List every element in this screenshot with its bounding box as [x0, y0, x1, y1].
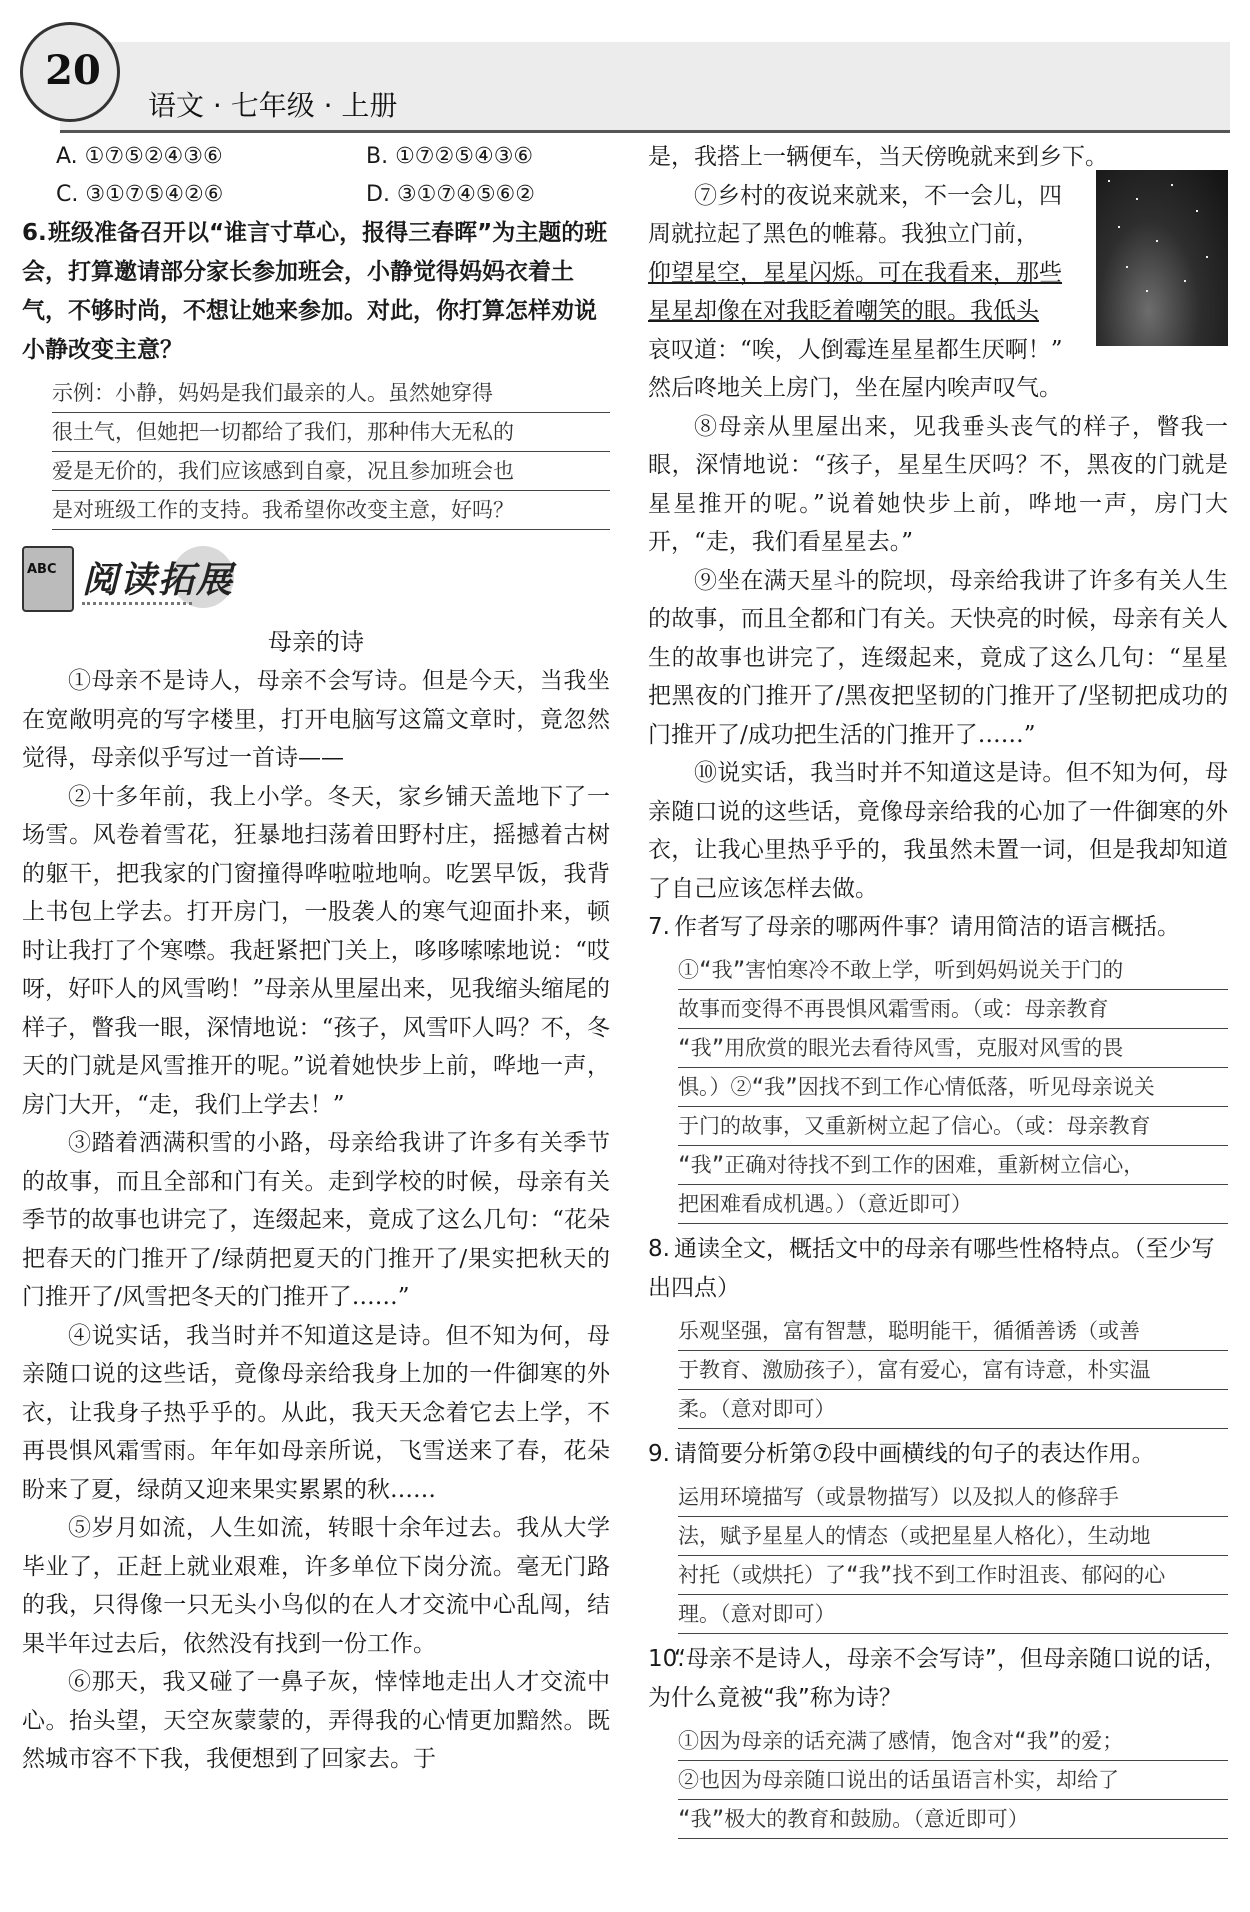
- paragraph-3: ③踏着洒满积雪的小路，母亲给我讲了许多有关季节的故事，而且全部和门有关。走到学校的时候，母亲有关季节的故事也讲完了，连缀起来，竟成了这么几句：“花朵把春天的门推开了/绿荫把夏天的门推开了/果实把秋天的门推开了/风雪把冬天的门推开了……”: [22, 1130, 610, 1310]
- reading-section-header: [22, 538, 610, 622]
- question-6: 6.班级准备召开以“谁言寸草心，报得三春晖”为主题的班会，打算邀请部分家长参加班会，小静觉得妈妈衣着土气，不够时尚，不想让她来参加。对此，你打算怎样劝说小静改变主意？: [22, 220, 608, 363]
- question-9: 9. 请简要分析第⑦段中画横线的句子的表达作用。: [648, 1441, 1155, 1467]
- left-column: [22, 138, 610, 1779]
- paragraph-1: ①母亲不是诗人，母亲不会写诗。但是今天，当我坐在宽敞明亮的写字楼里，打开电脑写这篇文章时，竟忽然觉得，母亲似乎写过一首诗——: [22, 668, 610, 771]
- section-title: 阅读拓展: [82, 560, 235, 601]
- paragraph-6-end: 是，我搭上一辆便车，当天傍晚就来到乡下。: [648, 144, 1108, 170]
- answer-7: ①“我”害怕寒冷不敢上学，听到妈妈说关于门的 故事而变得不再畏惧风霜雪雨。（或：母亲教育 “我”用欣赏的眼光去看待风雪，克服对风雪的畏 惧。）②“我”因找不到工作心情低落，听见母亲说关 于门的故事，又重新树立起了信心。（或：母亲教育 “我”正确对待找不到工作的困难，重新树立信心， 把困难看成机遇。）（意近即可）: [678, 951, 1228, 1224]
- passage-title: 母亲的诗: [268, 628, 364, 656]
- paragraph-2: ②十多年前，我上小学。冬天，家乡铺天盖地下了一场雪。风卷着雪花，狂暴地扫荡着田野村庄，摇撼着古树的躯干，把我家的门窗撞得哗啦啦地响。吃罢早饭，我背上书包上学去。打开房门，一股袭人的寒气迎面扑来，顿时让我打了个寒噤。我赶紧把门关上，哆哆嗦嗦地说：“哎呀，好吓人的风雪哟！”母亲从里屋出来，见我缩头缩尾的样子，瞥我一眼，深情地说：“孩子，风雪吓人吗？不，冬天的门就是风雪推开的呢。”说着她快步上前，哗地一声，房门大开，“走，我们上学去！”: [22, 783, 610, 1118]
- book-icon: ABC: [22, 546, 74, 612]
- question-10: 10.“母亲不是诗人，母亲不会写诗”，但母亲随口说的话，为什么竟被“我”称为诗？: [648, 1646, 1227, 1711]
- option-b: B. ①⑦②⑤④③⑥: [366, 144, 534, 169]
- answer-8: 乐观坚强，富有智慧，聪明能干，循循善诱（或善 于教育、激励孩子），富有爱心，富有诗意，朴实温 柔。（意对即可）: [678, 1312, 1228, 1429]
- page-number: 20: [45, 47, 101, 94]
- question-8: 8. 通读全文，概括文中的母亲有哪些性格特点。（至少写出四点）: [648, 1236, 1215, 1301]
- option-d: D. ③①⑦④⑤⑥②: [366, 182, 535, 207]
- answer-10: ①因为母亲的话充满了感情，饱含对“我”的爱； ②也因为母亲随口说出的话虽语言朴实，却给了 “我”极大的教育和鼓励。（意近即可）: [678, 1722, 1228, 1839]
- night-sky-image: [1096, 170, 1228, 346]
- dotted-underline: [82, 602, 192, 605]
- paragraph-4: ④说实话，我当时并不知道这是诗。但不知为何，母亲随口说的这些话，竟像母亲给我身上加的一件御寒的外衣，让我身子热乎乎的。从此，我天天念着它去上学，不再畏惧风霜雪雨。年年如母亲所说，飞雪送来了春，花朵盼来了夏，绿荫又迎来果实累累的秋……: [22, 1322, 610, 1503]
- answer-9: 运用环境描写（或景物描写）以及拟人的修辞手 法，赋予星星人的情态（或把星星人格化），生动地 衬托（或烘托）了“我”找不到工作时沮丧、郁闷的心 理。（意对即可）: [678, 1478, 1228, 1634]
- paragraph-10: ⑩说实话，我当时并不知道这是诗。但不知为何，母亲随口说的这些话，竟像母亲给我的心加了一件御寒的外衣，让我心里热乎乎的，我虽然未置一词，但是我却知道了自己应该怎样去做。: [648, 760, 1228, 902]
- paragraph-8: ⑧母亲从里屋出来，见我垂头丧气的样子，瞥我一眼，深情地说：“孩子，星星生厌吗？不，黑夜的门就是星星推开的呢。”说着她快步上前，哗地一声，房门大开，“走，我们看星星去。”: [648, 413, 1228, 555]
- question-7: 7. 作者写了母亲的哪两件事？请用简洁的语言概括。: [648, 914, 1180, 940]
- paragraph-7: ⑦乡村的夜说来就来，不一会儿，四 周就拉起了黑色的帷幕。我独立门前， 仰望星空，星星闪烁。可在我看来，那些 星星却像在对我眨着嘲笑的眼。我低头 哀叹道：“唉，人倒霉连星星都生厌啊！” 然后咚地关上房门，坐在屋内唉声叹气。: [648, 182, 1063, 401]
- page-number-badge: [20, 22, 120, 122]
- option-a: A. ①⑦⑤②④③⑥: [56, 144, 223, 169]
- paragraph-6: ⑥那天，我又碰了一鼻子灰，悻悻地走出人才交流中心。抬头望，天空灰蒙蒙的，弄得我的心情更加黯然。既然城市容不下我，我便想到了回家去。于: [22, 1669, 610, 1772]
- right-column: [648, 138, 1228, 1845]
- answer-6: 示例：小静，妈妈是我们最亲的人。虽然她穿得 很土气，但她把一切都给了我们，那种伟大无私的 爱是无价的，我们应该感到自豪，况且参加班会也 是对班级工作的支持。我希望你改变主意，好吗？: [52, 374, 610, 530]
- paragraph-5: ⑤岁月如流，人生如流，转眼十余年过去。我从大学毕业了，正赶上就业艰难，许多单位下岗分流。毫无门路的我，只得像一只无头小鸟似的在人才交流中心乱闯，结果半年过去后，依然没有找到一份工作。: [22, 1515, 610, 1657]
- book-title: 语文 · 七年级 · 上册: [148, 89, 398, 122]
- answer-options: [22, 138, 610, 214]
- paragraph-9: ⑨坐在满天星斗的院坝，母亲给我讲了许多有关人生的故事，而且全都和门有关。天快亮的时候，母亲有关人生的故事也讲完了，连缀起来，竟成了这么几句：“星星把黑夜的门推开了/黑夜把坚韧的门推开了/坚韧把成功的门推开了/成功把生活的门推开了……”: [648, 567, 1228, 748]
- option-c: C. ③①⑦⑤④②⑥: [56, 182, 224, 207]
- page-header: [20, 22, 1230, 130]
